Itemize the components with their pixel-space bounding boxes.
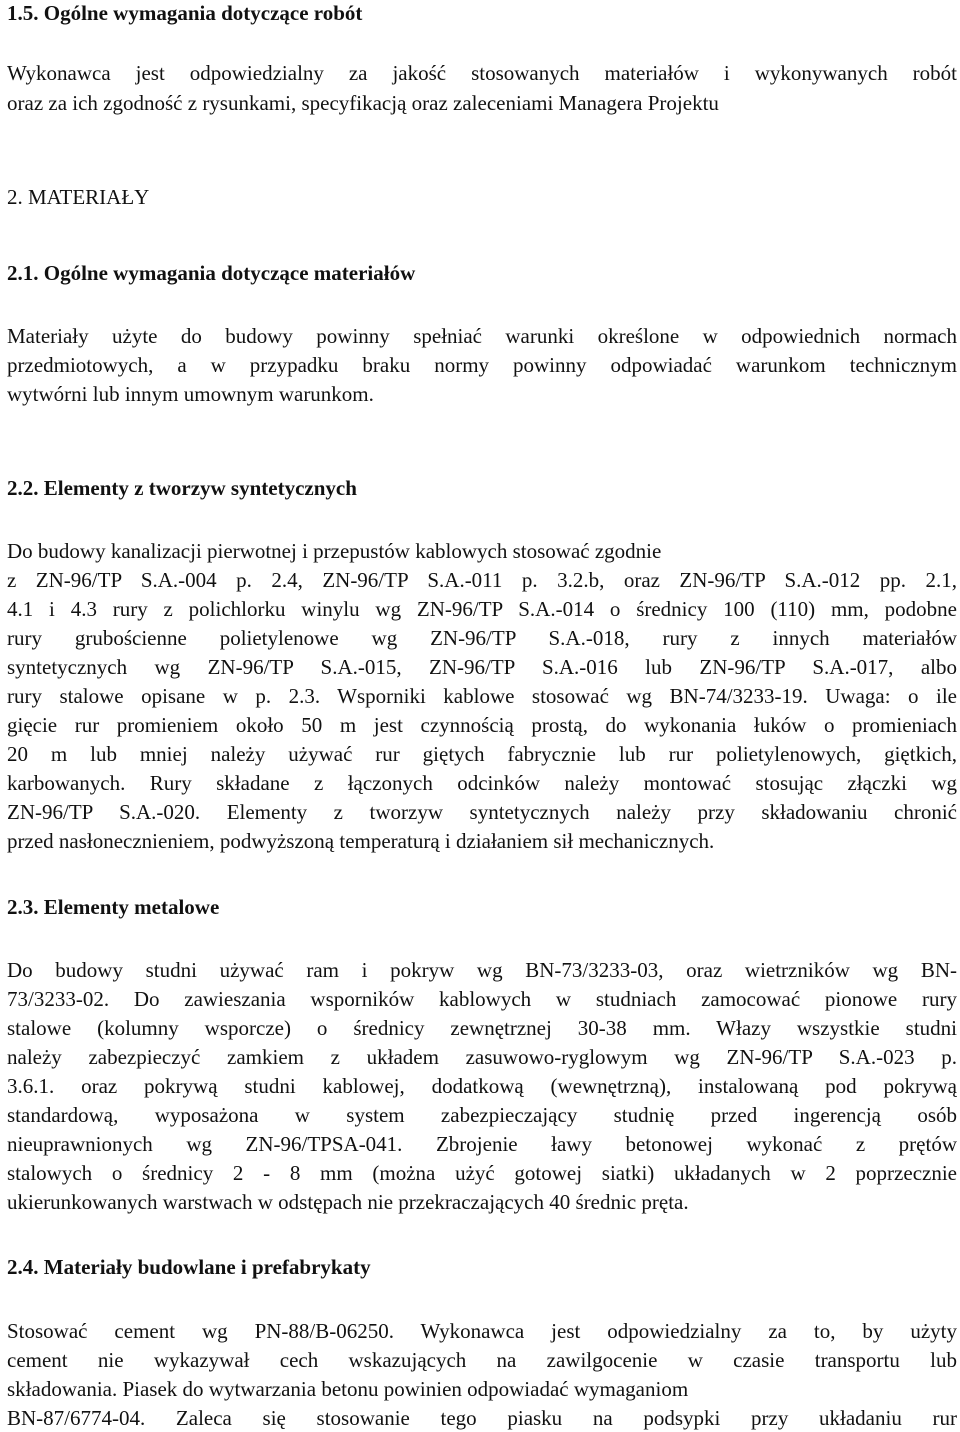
section-heading-2-4: 2.4. Materiały budowlane i prefabrykaty [7, 1255, 371, 1279]
paragraph-line: należy zabezpieczyć zamkiem z układem zasuwowo-ryglowym wg ZN-96/TP S.A.-023 p. [7, 1045, 957, 1069]
section-heading-1-5: 1.5. Ogólne wymagania dotyczące robót [7, 1, 363, 25]
paragraph-line: Do budowy kanalizacji pierwotnej i przepustów kablowych stosować zgodnie [7, 539, 662, 563]
paragraph-line: nieuprawnionych wg ZN-96/TPSA-041. Zbrojenie ławy betonowej wykonać z prętów [7, 1132, 957, 1156]
paragraph-line: z ZN-96/TP S.A.-004 p. 2.4, ZN-96/TP S.A.-011 p. 3.2.b, oraz ZN-96/TP S.A.-012 pp. 2.1, [7, 568, 957, 592]
paragraph-line: przedmiotowych, a w przypadku braku normy powinny odpowiadać warunkom technicznym [7, 353, 957, 377]
paragraph-line: Materiały użyte do budowy powinny spełniać warunki określone w odpowiednich normach [7, 324, 957, 348]
paragraph-line: rury stalowe opisane w p. 2.3. Wsporniki kablowe stosować wg BN-74/3233-19. Uwaga: o ile [7, 684, 957, 708]
paragraph-line: ZN-96/TP S.A.-020. Elementy z tworzyw syntetycznych należy przy składowaniu chronić [7, 800, 957, 824]
section-heading-2-1: 2.1. Ogólne wymagania dotyczące materiałów [7, 261, 416, 285]
paragraph-line: 20 m lub mniej należy używać rur giętych fabrycznie lub rur polietylenowych, giętkich, [7, 742, 957, 766]
paragraph-line: gięcie rur promieniem około 50 m jest czynnością prostą, do wykonania łuków o promieniach [7, 713, 957, 737]
paragraph-line: Wykonawca jest odpowiedzialny za jakość stosowanych materiałów i wykonywanych robót [7, 61, 957, 85]
paragraph-line: 73/3233-02. Do zawieszania wsporników kablowych w studniach zamocować pionowe rury [7, 987, 957, 1011]
paragraph-line: BN-87/6774-04. Zaleca się stosowanie tego piasku na podsypki przy układaniu rur [7, 1406, 957, 1430]
section-heading-2-2: 2.2. Elementy z tworzyw syntetycznych [7, 476, 357, 500]
paragraph-line: Stosować cement wg PN-88/B-06250. Wykonawca jest odpowiedzialny za to, by użyty [7, 1319, 957, 1343]
paragraph-line: stalowe (kolumny wsporcze) o średnicy zewnętrznej 30-38 mm. Włazy wszystkie studni [7, 1016, 957, 1040]
paragraph-line: składowania. Piasek do wytwarzania betonu powinien odpowiadać wymaganiom [7, 1377, 689, 1401]
paragraph-line: przed nasłonecznieniem, podwyższoną temperaturą i działaniem sił mechanicznych. [7, 829, 715, 853]
paragraph-line: oraz za ich zgodność z rysunkami, specyfikacją oraz zaleceniami Managera Projektu [7, 91, 719, 115]
paragraph-line: 3.6.1. oraz pokrywą studni kablowej, dodatkową (wewnętrzną), instalowaną pod pokrywą [7, 1074, 957, 1098]
paragraph-line: karbowanych. Rury składane z łączonych odcinków należy montować stosując złączki wg [7, 771, 957, 795]
paragraph-line: 4.1 i 4.3 rury z polichlorku winylu wg ZN-96/TP S.A.-014 o średnicy 100 (110) mm, podobne [7, 597, 957, 621]
section-heading-2-3: 2.3. Elementy metalowe [7, 895, 220, 919]
paragraph-line: wytwórni lub innym umownym warunkom. [7, 382, 374, 406]
paragraph-line: Do budowy studni używać ram i pokryw wg BN-73/3233-03, oraz wietrzników wg BN- [7, 958, 957, 982]
paragraph-line: stalowych o średnicy 2 - 8 mm (można użyć gotowej siatki) układanych w 2 poprzecznie [7, 1161, 957, 1185]
section-heading-2: 2. MATERIAŁY [7, 185, 150, 209]
paragraph-line: standardową, wyposażona w system zabezpieczający studnię przed ingerencją osób [7, 1103, 957, 1127]
paragraph-line: ukierunkowanych warstwach w odstępach nie przekraczających 40 średnic pręta. [7, 1190, 689, 1214]
paragraph-line: syntetycznych wg ZN-96/TP S.A.-015, ZN-96/TP S.A.-016 lub ZN-96/TP S.A.-017, albo [7, 655, 957, 679]
paragraph-line: cement nie wykazywał cech wskazujących na zawilgocenie w czasie transportu lub [7, 1348, 957, 1372]
paragraph-line: rury grubościenne polietylenowe wg ZN-96/TP S.A.-018, rury z innych materiałów [7, 626, 957, 650]
